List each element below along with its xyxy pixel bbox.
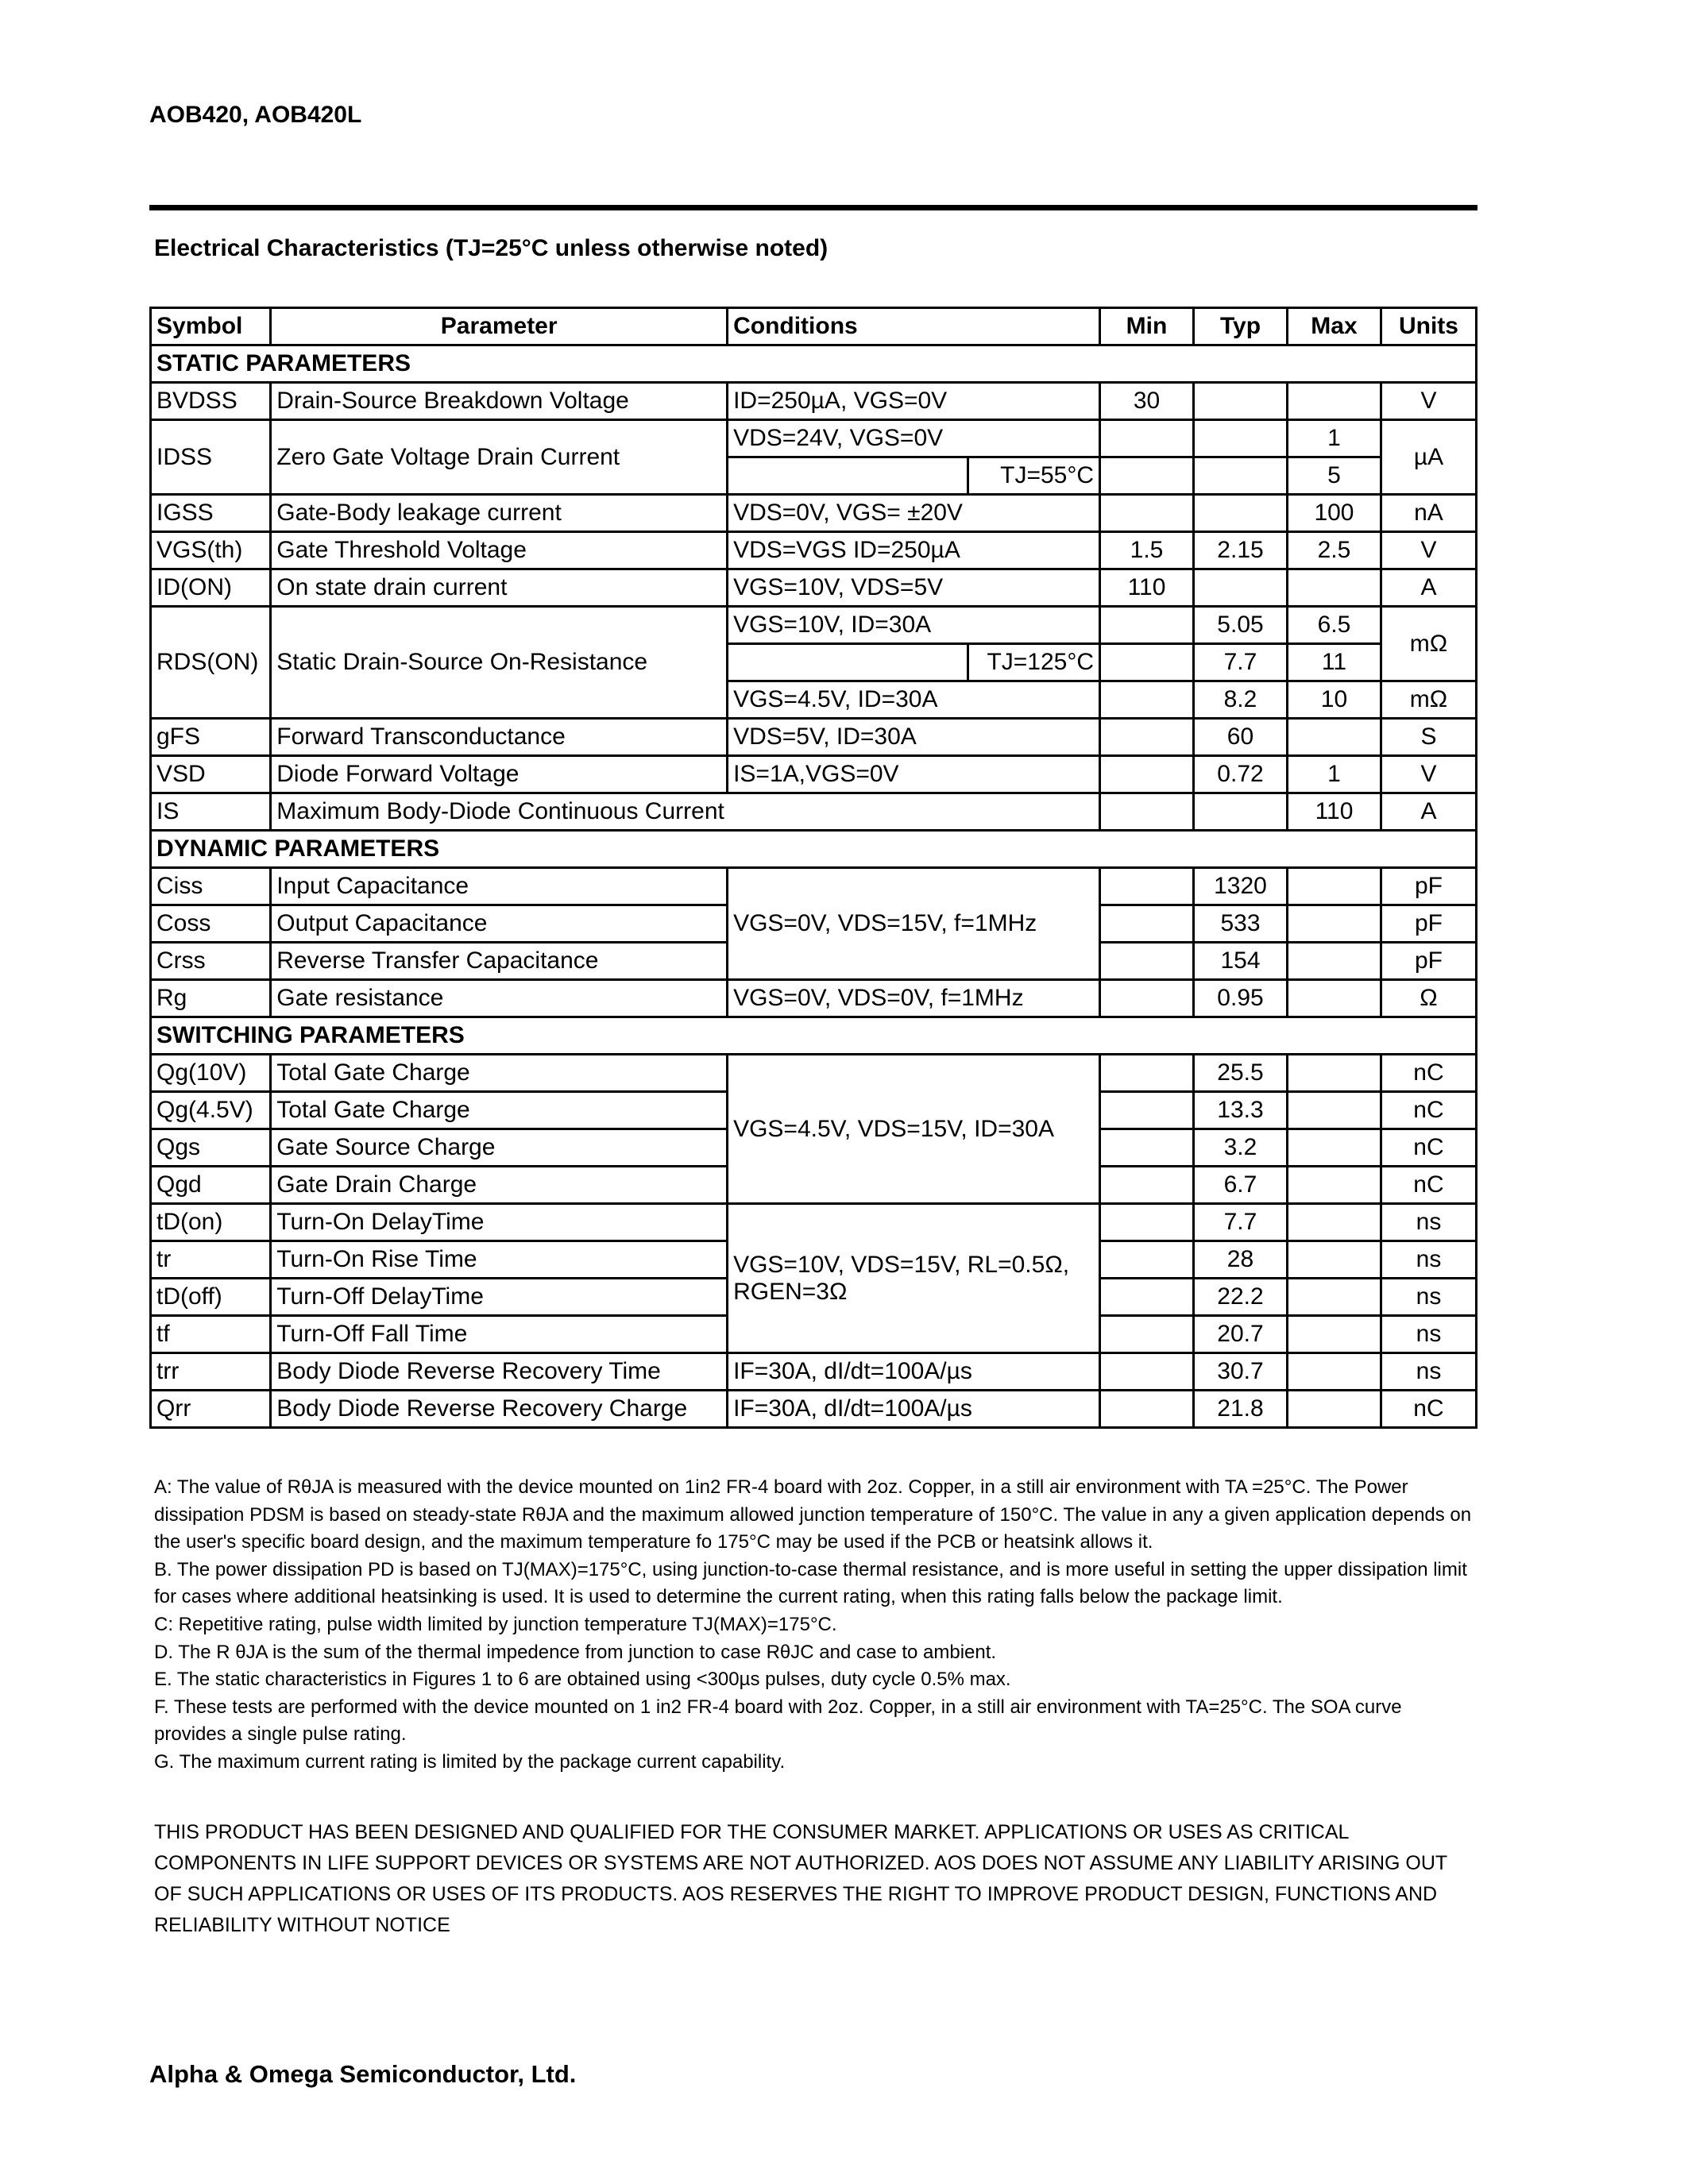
cell-min: 110 bbox=[1100, 569, 1194, 607]
cell-parameter: Input Capacitance bbox=[271, 868, 728, 905]
cell-parameter: Reverse Transfer Capacitance bbox=[271, 943, 728, 980]
cell-symbol: VGS(th) bbox=[151, 532, 271, 569]
cell-min bbox=[1100, 1353, 1194, 1391]
cell-parameter: Zero Gate Voltage Drain Current bbox=[271, 420, 728, 495]
disclaimer: THIS PRODUCT HAS BEEN DESIGNED AND QUALIFIED FOR THE CONSUMER MARKET. APPLICATIONS OR USES AS CRITICAL COMPONENTS IN LIFE SUPPORT DEVICES OR SYSTEMS ARE NOT AUTHORIZED. AOS DOES NOT ASSUME ANY LIABILITY ARISING OUT OF SUCH APPLICATIONS OR USES OF ITS PRODUCTS. AOS RESERVES THE RIGHT TO IMPROVE PRODUCT DESIGN, FUNCTIONS AND RELIABILITY WITHOUT NOTICE bbox=[154, 1821, 1447, 1936]
cell-units: S bbox=[1381, 719, 1476, 756]
cell-parameter: Body Diode Reverse Recovery Time bbox=[271, 1353, 728, 1391]
cell-max: 110 bbox=[1287, 793, 1381, 831]
cell-units: nC bbox=[1381, 1391, 1476, 1428]
cell-units: ns bbox=[1381, 1316, 1476, 1353]
cell-typ: 7.7 bbox=[1194, 644, 1288, 681]
cell-parameter: Total Gate Charge bbox=[271, 1055, 728, 1092]
cell-min bbox=[1100, 1129, 1194, 1167]
table-header-row bbox=[151, 308, 1477, 345]
note-a: A: The value of RθJA is measured with the device mounted on 1in2 FR-4 board with 2oz. Copper, in a still air environment with TA =25°C. The Power dissipation PDSM is based on steady-state RθJA and the maximum allowed junction temperature of 150°C. The value in any a given application depends on the user's specific board design, and the maximum temperature fo 175°C may be used if the PCB or heatsink allows it. bbox=[154, 1476, 1472, 1553]
document-title: AOB420, AOB420L bbox=[149, 102, 362, 128]
cell-typ: 60 bbox=[1194, 719, 1288, 756]
cell-conditions: VDS=5V, ID=30A bbox=[728, 719, 1100, 756]
cell-symbol: Qrr bbox=[151, 1391, 271, 1428]
cell-typ: 28 bbox=[1194, 1241, 1288, 1279]
cell-parameter: Drain-Source Breakdown Voltage bbox=[271, 383, 728, 420]
cell-conditions: VDS=24V, VGS=0V bbox=[728, 420, 1100, 457]
cell-max: 5 bbox=[1287, 457, 1381, 495]
table-row bbox=[151, 793, 1477, 831]
switching-rows bbox=[151, 1055, 1477, 1428]
cell-parameter: Forward Transconductance bbox=[271, 719, 728, 756]
cell-typ: 20.7 bbox=[1194, 1316, 1288, 1353]
cell-symbol: ID(ON) bbox=[151, 569, 271, 607]
cell-parameter: Turn-Off Fall Time bbox=[271, 1316, 728, 1353]
note-d: D. The R θJA is the sum of the thermal impedence from junction to case RθJC and case to ambient. bbox=[154, 1641, 997, 1663]
cell-max: 1 bbox=[1287, 420, 1381, 457]
cell-typ: 3.2 bbox=[1194, 1129, 1288, 1167]
table-row bbox=[151, 1055, 1477, 1092]
cell-min: 1.5 bbox=[1100, 532, 1194, 569]
cell-symbol: Ciss bbox=[151, 868, 271, 905]
cell-typ: 13.3 bbox=[1194, 1092, 1288, 1129]
section-dynamic: DYNAMIC PARAMETERS bbox=[151, 831, 1477, 868]
cell-symbol: BVDSS bbox=[151, 383, 271, 420]
cell-max bbox=[1287, 1241, 1381, 1279]
cell-conditions: TJ=125°C bbox=[968, 644, 1099, 681]
cell-conditions: VDS=0V, VGS= ±20V bbox=[728, 495, 1100, 532]
cell-typ: 7.7 bbox=[1194, 1204, 1288, 1241]
cell-max bbox=[1287, 1167, 1381, 1204]
table-row bbox=[151, 532, 1477, 569]
cell-units: mΩ bbox=[1381, 681, 1476, 719]
col-header-min: Min bbox=[1100, 308, 1194, 345]
cell-typ bbox=[1194, 420, 1288, 457]
col-header-units: Units bbox=[1381, 308, 1476, 345]
table-row bbox=[151, 756, 1477, 793]
cell-parameter: Gate resistance bbox=[271, 980, 728, 1017]
header-rule bbox=[149, 205, 1477, 210]
cell-min bbox=[1100, 980, 1194, 1017]
cell-units: A bbox=[1381, 569, 1476, 607]
cell-max: 2.5 bbox=[1287, 532, 1381, 569]
cell-min bbox=[1100, 495, 1194, 532]
col-header-parameter: Parameter bbox=[271, 308, 728, 345]
cell-max: 10 bbox=[1287, 681, 1381, 719]
cell-conditions: TJ=55°C bbox=[968, 457, 1099, 495]
cell-symbol: Coss bbox=[151, 905, 271, 943]
cell-symbol: Crss bbox=[151, 943, 271, 980]
cell-max bbox=[1287, 569, 1381, 607]
note-f: F. These tests are performed with the device mounted on 1 in2 FR-4 board with 2oz. Copper, in a still air environment with TA=25°C. The SOA curve provides a single pulse rating. bbox=[154, 1696, 1402, 1746]
cell-parameter: Diode Forward Voltage bbox=[271, 756, 728, 793]
cell-conditions: VGS=10V, ID=30A bbox=[728, 607, 1100, 644]
cell-min bbox=[1100, 868, 1194, 905]
cell-typ: 154 bbox=[1194, 943, 1288, 980]
cell-symbol: Qgs bbox=[151, 1129, 271, 1167]
cell-symbol: VSD bbox=[151, 756, 271, 793]
cell-max bbox=[1287, 1279, 1381, 1316]
cell-typ: 6.7 bbox=[1194, 1167, 1288, 1204]
cell-symbol: tD(on) bbox=[151, 1204, 271, 1241]
cell-symbol: RDS(ON) bbox=[151, 607, 271, 719]
cell-symbol: trr bbox=[151, 1353, 271, 1391]
cell-symbol: gFS bbox=[151, 719, 271, 756]
table-row bbox=[151, 607, 1477, 644]
cell-conditions: VGS=4.5V, ID=30A bbox=[728, 681, 1100, 719]
cell-units: mΩ bbox=[1381, 607, 1476, 681]
cell-min bbox=[1100, 1167, 1194, 1204]
cell-typ: 22.2 bbox=[1194, 1279, 1288, 1316]
cell-units: V bbox=[1381, 756, 1476, 793]
cell-max: 1 bbox=[1287, 756, 1381, 793]
cell-max bbox=[1287, 943, 1381, 980]
cell-units: nC bbox=[1381, 1129, 1476, 1167]
cell-units: nA bbox=[1381, 495, 1476, 532]
table-row bbox=[151, 719, 1477, 756]
cell-symbol: Qg(10V) bbox=[151, 1055, 271, 1092]
cell-conditions: VGS=4.5V, VDS=15V, ID=30A bbox=[728, 1055, 1100, 1204]
table-row bbox=[151, 383, 1477, 420]
cell-parameter: Turn-On DelayTime bbox=[271, 1204, 728, 1241]
cell-parameter: Gate Drain Charge bbox=[271, 1167, 728, 1204]
cell-units: V bbox=[1381, 383, 1476, 420]
cell-conditions: VGS=10V, VDS=15V, RL=0.5Ω, RGEN=3Ω bbox=[728, 1204, 1100, 1353]
cell-symbol: Qg(4.5V) bbox=[151, 1092, 271, 1129]
cell-symbol: Qgd bbox=[151, 1167, 271, 1204]
cell-parameter: Turn-Off DelayTime bbox=[271, 1279, 728, 1316]
cell-parameter: Gate Source Charge bbox=[271, 1129, 728, 1167]
cell-symbol: IGSS bbox=[151, 495, 271, 532]
cell-max bbox=[1287, 1204, 1381, 1241]
cell-conditions: VGS=0V, VDS=15V, f=1MHz bbox=[728, 868, 1100, 980]
cell-max bbox=[1287, 1316, 1381, 1353]
cell-units: ns bbox=[1381, 1241, 1476, 1279]
cell-conditions: VGS=0V, VDS=0V, f=1MHz bbox=[728, 980, 1100, 1017]
cell-units: nC bbox=[1381, 1167, 1476, 1204]
cell-conditions: IF=30A, dI/dt=100A/µs bbox=[728, 1353, 1100, 1391]
cell-symbol: tr bbox=[151, 1241, 271, 1279]
cell-typ: 30.7 bbox=[1194, 1353, 1288, 1391]
col-header-max: Max bbox=[1287, 308, 1381, 345]
cell-typ bbox=[1194, 457, 1288, 495]
cell-conditions: ID=250µA, VGS=0V bbox=[728, 383, 1100, 420]
cell-parameter: Gate Threshold Voltage bbox=[271, 532, 728, 569]
cell-conditions-blank bbox=[728, 457, 968, 495]
cell-units: ns bbox=[1381, 1279, 1476, 1316]
cell-min bbox=[1100, 1316, 1194, 1353]
section-switching: SWITCHING PARAMETERS bbox=[151, 1017, 1477, 1055]
col-header-symbol: Symbol bbox=[151, 308, 271, 345]
cell-min bbox=[1100, 1391, 1194, 1428]
cell-min: 30 bbox=[1100, 383, 1194, 420]
cell-units: nC bbox=[1381, 1092, 1476, 1129]
cell-conditions: VDS=VGS ID=250µA bbox=[728, 532, 1100, 569]
cell-max: 11 bbox=[1287, 644, 1381, 681]
cell-typ: 1320 bbox=[1194, 868, 1288, 905]
footnotes bbox=[154, 1474, 1473, 1777]
table-row bbox=[151, 1391, 1477, 1428]
cell-units: V bbox=[1381, 532, 1476, 569]
cell-typ: 0.72 bbox=[1194, 756, 1288, 793]
table-row bbox=[151, 495, 1477, 532]
cell-units: pF bbox=[1381, 905, 1476, 943]
cell-typ: 25.5 bbox=[1194, 1055, 1288, 1092]
cell-typ: 533 bbox=[1194, 905, 1288, 943]
cell-typ: 0.95 bbox=[1194, 980, 1288, 1017]
cell-units: ns bbox=[1381, 1204, 1476, 1241]
cell-units: µA bbox=[1381, 420, 1476, 495]
cell-max bbox=[1287, 868, 1381, 905]
cell-min bbox=[1100, 793, 1194, 831]
cell-min bbox=[1100, 457, 1194, 495]
cell-typ bbox=[1194, 495, 1288, 532]
static-rows bbox=[151, 383, 1477, 831]
cell-parameter: Maximum Body-Diode Continuous Current bbox=[271, 793, 1100, 831]
table-row bbox=[151, 420, 1477, 457]
cell-min bbox=[1100, 607, 1194, 644]
section-static: STATIC PARAMETERS bbox=[151, 345, 1477, 383]
cell-symbol: Rg bbox=[151, 980, 271, 1017]
col-header-conditions: Conditions bbox=[728, 308, 1100, 345]
cell-units: nC bbox=[1381, 1055, 1476, 1092]
cell-conditions: VGS=10V, VDS=5V bbox=[728, 569, 1100, 607]
cell-units: pF bbox=[1381, 868, 1476, 905]
cell-max: 100 bbox=[1287, 495, 1381, 532]
cell-units: pF bbox=[1381, 943, 1476, 980]
cell-units: A bbox=[1381, 793, 1476, 831]
cell-min bbox=[1100, 905, 1194, 943]
cell-max bbox=[1287, 719, 1381, 756]
cell-min bbox=[1100, 1204, 1194, 1241]
cell-typ bbox=[1194, 383, 1288, 420]
cell-min bbox=[1100, 756, 1194, 793]
cell-max bbox=[1287, 980, 1381, 1017]
note-b: B. The power dissipation PD is based on TJ(MAX)=175°C, using junction-to-case thermal resistance, and is more useful in setting the upper dissipation limit for cases where additional heatsinking is used. It is used to determine the current rating, when this rating falls below the package limit. bbox=[154, 1558, 1467, 1608]
table-row bbox=[151, 1353, 1477, 1391]
cell-symbol: tD(off) bbox=[151, 1279, 271, 1316]
note-e: E. The static characteristics in Figures 1 to 6 are obtained using <300µs pulses, duty cycle 0.5% max. bbox=[154, 1669, 1011, 1691]
cell-parameter: Total Gate Charge bbox=[271, 1092, 728, 1129]
section-heading: Electrical Characteristics (TJ=25°C unless otherwise noted) bbox=[154, 235, 829, 261]
table-row bbox=[151, 1204, 1477, 1241]
cell-units: Ω bbox=[1381, 980, 1476, 1017]
cell-conditions: IF=30A, dI/dt=100A/µs bbox=[728, 1391, 1100, 1428]
table-row bbox=[151, 980, 1477, 1017]
note-g: G. The maximum current rating is limited by the package current capability. bbox=[154, 1750, 786, 1773]
cell-parameter: Output Capacitance bbox=[271, 905, 728, 943]
cell-typ: 8.2 bbox=[1194, 681, 1288, 719]
cell-max: 6.5 bbox=[1287, 607, 1381, 644]
note-c: C: Repetitive rating, pulse width limited by junction temperature TJ(MAX)=175°C. bbox=[154, 1613, 837, 1635]
cell-typ: 21.8 bbox=[1194, 1391, 1288, 1428]
cell-max bbox=[1287, 1055, 1381, 1092]
cell-min bbox=[1100, 420, 1194, 457]
cell-parameter: Turn-On Rise Time bbox=[271, 1241, 728, 1279]
cell-symbol: IS bbox=[151, 793, 271, 831]
cell-min bbox=[1100, 1279, 1194, 1316]
table-row bbox=[151, 868, 1477, 905]
cell-max bbox=[1287, 1391, 1381, 1428]
cell-symbol: tf bbox=[151, 1316, 271, 1353]
col-header-typ: Typ bbox=[1194, 308, 1288, 345]
cell-min bbox=[1100, 1092, 1194, 1129]
cell-max bbox=[1287, 1092, 1381, 1129]
table-row bbox=[151, 569, 1477, 607]
footer-company: Alpha & Omega Semiconductor, Ltd. bbox=[149, 2060, 577, 2088]
cell-conditions: IS=1A,VGS=0V bbox=[728, 756, 1100, 793]
cell-typ bbox=[1194, 793, 1288, 831]
cell-max bbox=[1287, 905, 1381, 943]
cell-min bbox=[1100, 644, 1194, 681]
cell-min bbox=[1100, 719, 1194, 756]
cell-max bbox=[1287, 1129, 1381, 1167]
cell-conditions-blank bbox=[728, 644, 968, 681]
cell-typ: 2.15 bbox=[1194, 532, 1288, 569]
cell-min bbox=[1100, 681, 1194, 719]
cell-units: ns bbox=[1381, 1353, 1476, 1391]
cell-min bbox=[1100, 943, 1194, 980]
cell-typ bbox=[1194, 569, 1288, 607]
dynamic-rows bbox=[151, 868, 1477, 1017]
cell-symbol: IDSS bbox=[151, 420, 271, 495]
electrical-characteristics-table bbox=[149, 307, 1477, 1429]
cell-max bbox=[1287, 1353, 1381, 1391]
cell-parameter: Static Drain-Source On-Resistance bbox=[271, 607, 728, 719]
cell-parameter: Body Diode Reverse Recovery Charge bbox=[271, 1391, 728, 1428]
cell-parameter: On state drain current bbox=[271, 569, 728, 607]
cell-max bbox=[1287, 383, 1381, 420]
cell-typ: 5.05 bbox=[1194, 607, 1288, 644]
cell-min bbox=[1100, 1241, 1194, 1279]
cell-parameter: Gate-Body leakage current bbox=[271, 495, 728, 532]
cell-min bbox=[1100, 1055, 1194, 1092]
